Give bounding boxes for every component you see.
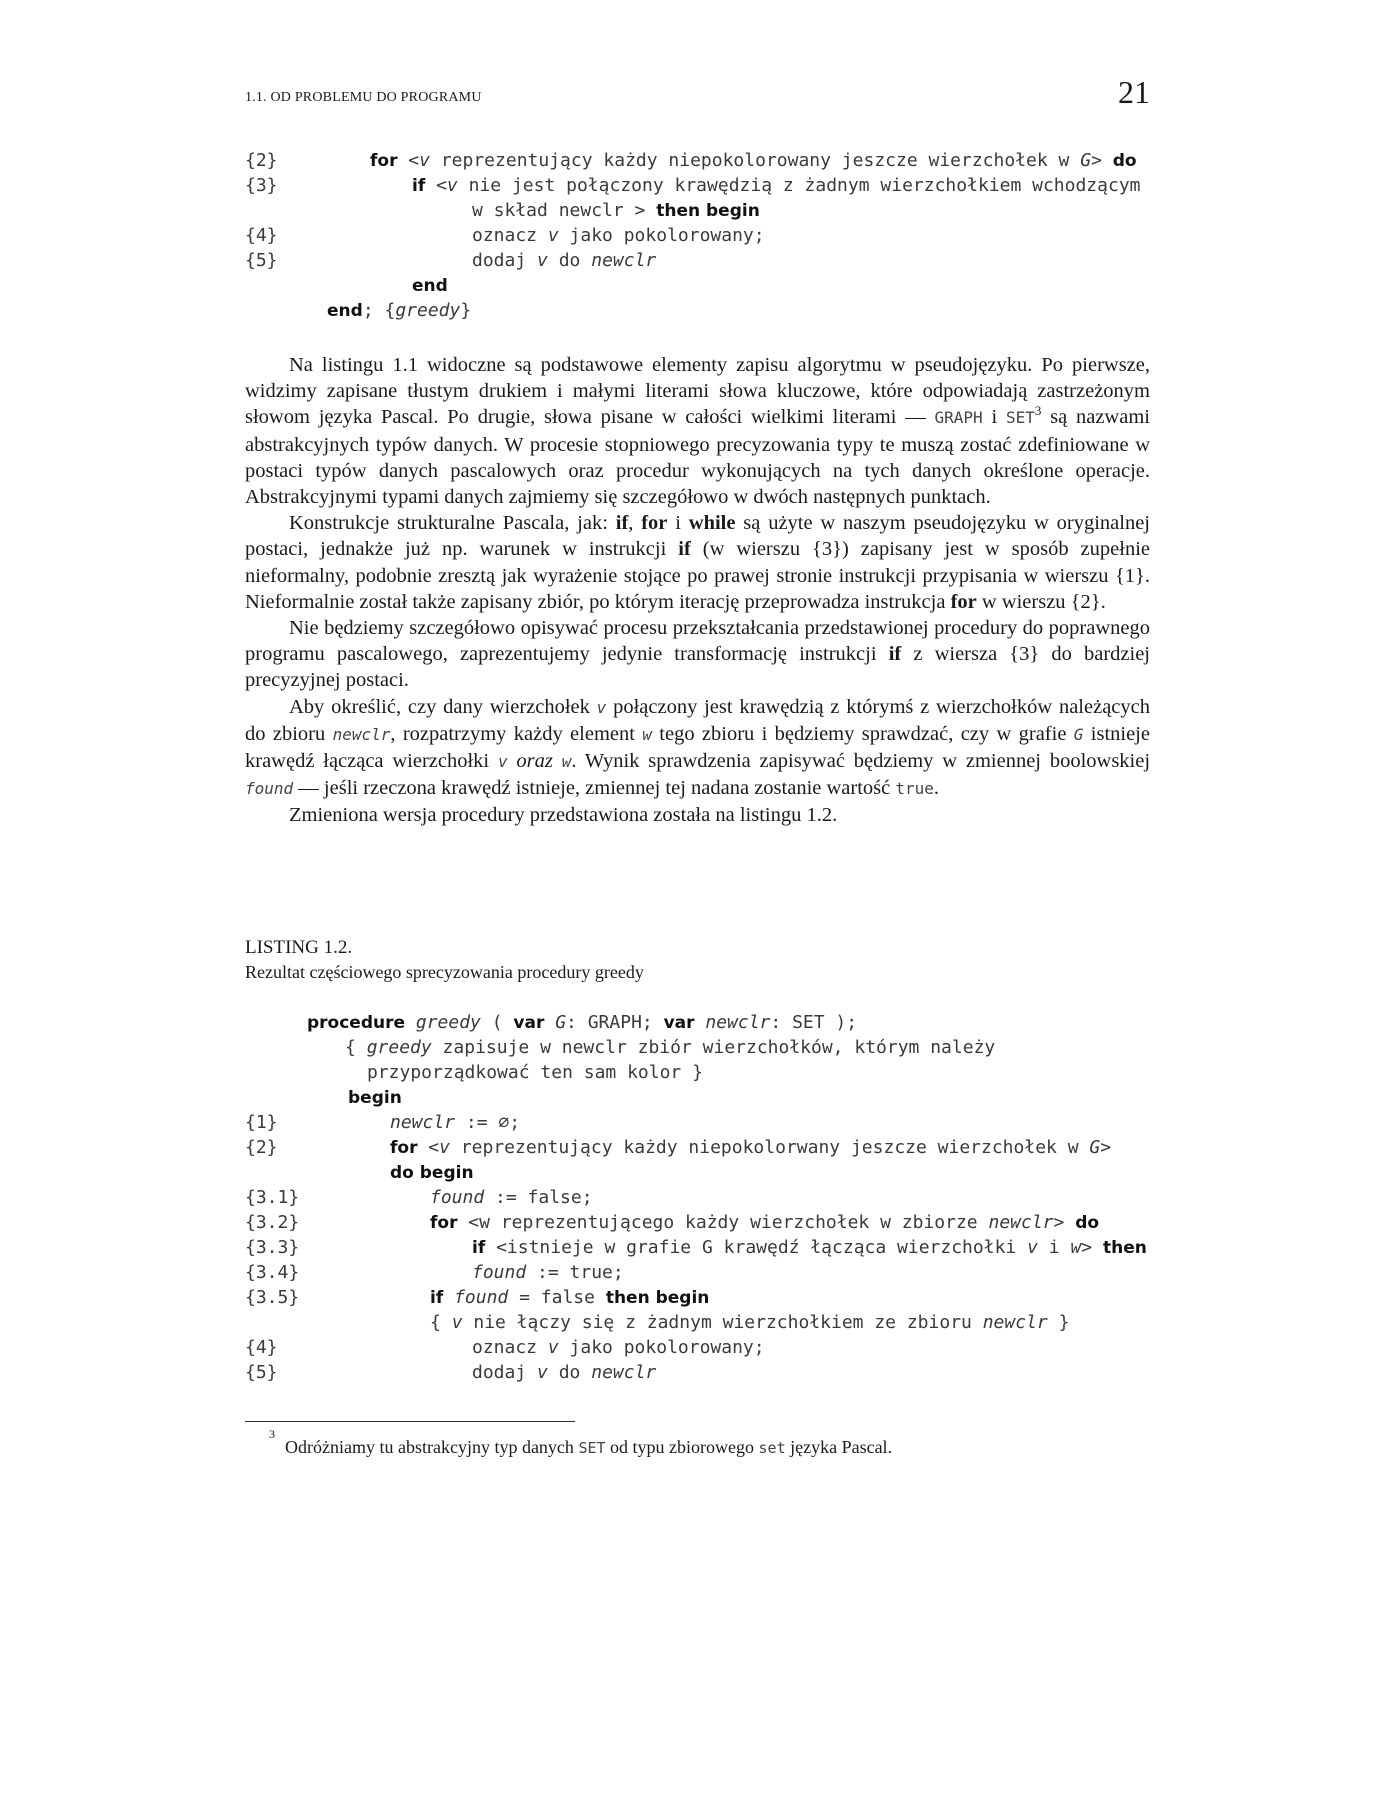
code-line — [245, 173, 1150, 198]
code-text: greedy — [415, 1012, 481, 1033]
code-text: := false; — [484, 1187, 593, 1208]
line-number: {3.2} — [245, 1212, 300, 1233]
paragraph — [245, 694, 1150, 803]
code-text: zapisuje w newclr zbiór wierzchołków, którym należy — [431, 1037, 996, 1058]
code-text: : GRAPH; — [566, 1012, 664, 1033]
code-text: ; { — [362, 300, 396, 321]
text-run: for — [641, 512, 668, 535]
code-text: v — [547, 1337, 559, 1358]
text-run: i — [667, 512, 689, 535]
text-run: set — [758, 1439, 786, 1457]
code-text: found — [430, 1187, 485, 1208]
code-text: > — [1091, 150, 1113, 171]
code-text: = false — [508, 1287, 606, 1308]
line-number: {3.5} — [245, 1287, 300, 1308]
code-text: jako pokolorowany; — [558, 225, 765, 246]
code-keyword: if — [412, 176, 426, 196]
text-run: if — [678, 538, 691, 561]
code-line — [245, 1235, 1150, 1260]
code-text: > — [1100, 1137, 1112, 1158]
code-keyword: var — [663, 1013, 695, 1033]
text-run: v — [596, 697, 607, 717]
code-text: := ∅; — [455, 1112, 521, 1133]
line-number: {5} — [245, 1362, 278, 1383]
code-line — [245, 1010, 1150, 1035]
line-number: {3} — [245, 175, 278, 196]
line-number: {2} — [245, 150, 278, 171]
code-line — [245, 1285, 1150, 1310]
text-run: połączony jest krawędzią z którymś z wierzchołków należących do zbioru — [245, 695, 1150, 745]
code-keyword: do — [1075, 1213, 1100, 1233]
code-text — [695, 1012, 706, 1033]
footnote — [245, 1427, 1150, 1460]
code-text: ( — [480, 1012, 514, 1033]
code-line — [245, 248, 1150, 273]
text-run: SET — [1005, 408, 1035, 428]
text-run — [553, 750, 562, 772]
code-text: newclr — [591, 1362, 657, 1383]
code-keyword: do begin — [390, 1163, 474, 1183]
code-keyword: begin — [348, 1088, 402, 1108]
code-text: found — [454, 1287, 509, 1308]
running-title: 1.1. OD PROBLEMU DO PROGRAMU — [245, 90, 482, 105]
text-run: . — [933, 777, 940, 800]
code-text: oznacz — [472, 1337, 548, 1358]
line-number: {2} — [245, 1137, 278, 1158]
code-text: dodaj — [472, 250, 538, 271]
code-text: w skład newclr > — [472, 200, 657, 221]
text-run: SET — [578, 1439, 606, 1457]
paragraph — [245, 802, 1150, 828]
listing-1-1-fragment — [245, 148, 1150, 323]
code-keyword: do — [1112, 151, 1137, 171]
listing-title: Rezultat częściowego sprecyzowania procedury greedy — [245, 962, 644, 982]
code-text: v — [1027, 1237, 1038, 1258]
line-number: {5} — [245, 250, 278, 271]
code-line — [245, 298, 1150, 323]
code-text: G — [555, 1012, 567, 1033]
code-line — [245, 198, 1150, 223]
code-text: := true; — [526, 1262, 624, 1283]
code-text: newclr — [591, 250, 657, 271]
code-text: reprezentujący każdy niepokolorowany jeszcze wierzchołek w — [430, 150, 1081, 171]
code-keyword: for — [370, 151, 398, 171]
text-run: tego zbioru i będziemy sprawdzać, czy w grafie — [651, 722, 1074, 745]
code-text: newclr — [982, 1312, 1048, 1333]
code-text: do — [547, 1362, 592, 1383]
code-text: do — [547, 250, 592, 271]
code-text: } — [1047, 1312, 1070, 1333]
text-run: są użyte w naszym pseudojęzyku w oryginalnej postaci, jednakże już np. warunek w instrukcji — [245, 512, 1151, 561]
code-line — [245, 148, 1150, 173]
code-text: { — [430, 1312, 452, 1333]
code-text: v — [446, 175, 458, 196]
text-run: for — [950, 590, 977, 613]
page-header — [245, 74, 1150, 120]
listing-caption — [245, 935, 1150, 985]
code-line — [245, 273, 1150, 298]
code-line — [245, 1210, 1150, 1235]
code-text: v — [547, 225, 559, 246]
text-run: Odróżniamy tu abstrakcyjny typ danych — [285, 1437, 579, 1457]
code-text: <istnieje w grafie G krawędź łącząca wierzchołki — [485, 1237, 1028, 1258]
text-run: (w wierszu {3}) zapisany jest w sposób zupełnie nieformalny, podobnie zresztą jak wyrażenie stojące po prawej stronie instrukcji przypisania w wierszu {1}. Nieformalnie został także zapisany zbiór, po którym iterację przeprowadza instrukcja — [245, 538, 1150, 613]
text-run: Na listingu 1.1 widoczne są podstawowe elementy zapisu algorytmu w pseudojęzyku. Po pierwsze, widzimy zapisane tłustym drukiem i małymi literami słowa kluczowe, które odpowiadają zastrzeżonym słowom języka Pascal. Po drugie, słowa pisane w całości wielkimi literami — — [245, 354, 1150, 429]
code-line — [245, 1360, 1150, 1385]
footnote-divider — [245, 1421, 575, 1422]
code-line — [245, 223, 1150, 248]
text-run: , — [628, 512, 642, 535]
paragraph — [245, 510, 1150, 615]
text-run: istnieje krawędź łącząca wierzchołki — [245, 722, 1150, 773]
code-text: < — [397, 150, 420, 171]
code-keyword: then — [1102, 1238, 1147, 1258]
code-keyword: end — [412, 276, 448, 296]
code-text: newclr — [390, 1112, 456, 1133]
code-text: G — [1089, 1137, 1101, 1158]
footnote-mark: 3 — [269, 1427, 275, 1441]
code-line — [245, 1185, 1150, 1210]
text-run: GRAPH — [934, 408, 983, 428]
text-run: i — [982, 406, 1006, 429]
code-text: w — [1070, 1237, 1082, 1258]
line-number: {3.3} — [245, 1237, 300, 1258]
code-text: i — [1037, 1237, 1071, 1258]
code-line — [245, 1310, 1150, 1335]
code-text: <w reprezentującego każdy wierzchołek w zbiorze — [457, 1212, 989, 1233]
footnote-ref: 3 — [1034, 403, 1042, 419]
code-text: newclr — [988, 1212, 1054, 1233]
line-number: {4} — [245, 1337, 278, 1358]
text-run: od typu zbiorowego — [605, 1437, 759, 1457]
code-text: nie jest połączony krawędzią z żadnym wierzchołkiem wchodzącym — [457, 175, 1141, 196]
code-text: v — [439, 1137, 450, 1158]
line-number: {3.4} — [245, 1262, 300, 1283]
code-text: > — [1081, 1237, 1103, 1258]
code-keyword: then begin — [605, 1288, 710, 1308]
code-text: v — [537, 250, 548, 271]
listing-label: LISTING 1.2. — [245, 937, 353, 958]
text-run: if — [888, 643, 902, 666]
code-text: < — [417, 1137, 440, 1158]
text-run: w wierszu {2}. — [976, 590, 1106, 613]
code-text: { — [345, 1037, 367, 1058]
code-line — [245, 1060, 1150, 1085]
text-run: z wiersza {3} do bardziej precyzyjnej postaci. — [245, 643, 1150, 692]
text-run: w — [642, 724, 652, 744]
code-text — [544, 1012, 555, 1033]
code-text: G — [1080, 150, 1092, 171]
listing-1-2 — [245, 1010, 1150, 1385]
code-text: jako pokolorowany; — [558, 1337, 765, 1358]
code-line — [245, 1135, 1150, 1160]
code-text — [443, 1287, 454, 1308]
code-text: v — [419, 150, 430, 171]
text-run: while — [688, 512, 736, 535]
code-keyword: var — [513, 1013, 545, 1033]
code-text: dodaj — [472, 1362, 538, 1383]
text-run: Konstrukcje strukturalne Pascala, jak: — [289, 512, 616, 535]
code-text: greedy — [366, 1037, 432, 1058]
paragraph — [245, 352, 1150, 510]
code-line — [245, 1335, 1150, 1360]
text-run: w — [561, 752, 572, 772]
text-run: true — [895, 779, 934, 799]
text-run: języka Pascal. — [785, 1437, 893, 1457]
text-run: found — [245, 779, 294, 799]
code-keyword: then begin — [656, 201, 760, 221]
body-text — [245, 352, 1150, 829]
text-run: Nie będziemy szczegółowo opisywać procesu przekształcania przedstawionej procedury do poprawnego programu pascalowego, zaprezentujemy jedynie transformację instrukcji — [245, 617, 1150, 666]
code-keyword: for — [430, 1213, 458, 1233]
text-run: if — [615, 512, 629, 535]
code-keyword: procedure — [307, 1013, 406, 1033]
text-run: — jeśli rzeczona krawędź istnieje, zmiennej tej nadana zostanie wartość — [293, 777, 896, 800]
code-line — [245, 1260, 1150, 1285]
code-text: v — [537, 1362, 548, 1383]
line-number: {1} — [245, 1112, 278, 1133]
code-text: greedy — [395, 300, 461, 321]
code-text: found — [472, 1262, 527, 1283]
code-text: przyporządkować ten sam kolor } — [367, 1062, 703, 1083]
text-run: są nazwami abstrakcyjnych typów danych. W procesie stopniowego precyzowania typy te muszą zostać zdefiniowane w postaci typów danych pascalowych oraz procedur wykonujących na tych danych określone operacje. Abstrakcyjnymi typami danych zajmiemy się szczegółowo w dwóch następnych punktach. — [245, 406, 1150, 509]
code-keyword: end — [327, 301, 363, 321]
code-line — [245, 1085, 1150, 1110]
text-run: Zmieniona wersja procedury przedstawiona została na listingu 1.2. — [289, 804, 838, 827]
code-text: nie łączy się z żadnym wierzchołkiem ze zbioru — [462, 1312, 983, 1333]
code-text: } — [460, 300, 472, 321]
code-text — [405, 1012, 416, 1033]
code-line — [245, 1035, 1150, 1060]
text-run: newclr — [332, 724, 391, 744]
code-text: oznacz — [472, 225, 548, 246]
code-text: newclr — [705, 1012, 771, 1033]
code-keyword: if — [430, 1288, 444, 1308]
code-line — [245, 1110, 1150, 1135]
text-run: oraz — [516, 750, 553, 773]
code-text: reprezentujący każdy niepokolorwany jeszcze wierzchołek w — [450, 1137, 1090, 1158]
text-run: , rozpatrzymy każdy element — [390, 722, 643, 745]
text-run: . Wynik sprawdzenia zapisywać będziemy w zmiennej boolowskiej — [571, 750, 1151, 773]
code-line — [245, 1160, 1150, 1185]
code-keyword: if — [472, 1238, 486, 1258]
code-text: : SET ); — [770, 1012, 858, 1033]
code-text: > — [1053, 1212, 1076, 1233]
text-run: v — [497, 752, 508, 772]
text-run: G — [1073, 724, 1084, 744]
code-keyword: for — [390, 1138, 418, 1158]
code-text: < — [425, 175, 447, 196]
code-text: v — [451, 1312, 463, 1333]
page-number: 21 — [1118, 74, 1150, 110]
line-number: {3.1} — [245, 1187, 300, 1208]
line-number: {4} — [245, 225, 278, 246]
text-run: Aby określić, czy dany wierzchołek — [289, 695, 597, 718]
paragraph — [245, 615, 1150, 694]
